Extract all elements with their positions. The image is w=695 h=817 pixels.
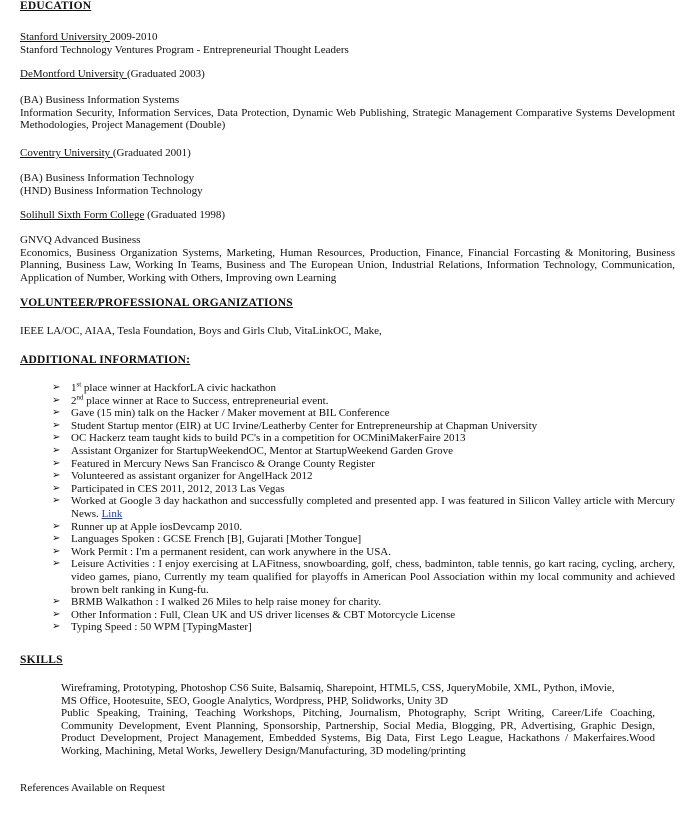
stanford-dates: 2009-2010 <box>109 31 158 43</box>
additional-item <box>52 546 675 559</box>
ordinal-number: 2 <box>71 394 77 407</box>
additional-item-text: Assistant Organizer for StartupWeekendOC, Mentor at StartupWeekend Garden Grove <box>71 444 453 457</box>
ordinal-suffix: st <box>76 380 82 389</box>
arrow-bullet-icon: ➢ <box>52 419 61 431</box>
additional-item-text: Gave (15 min) talk on the Hacker / Maker movement at BIL Conference <box>71 407 390 420</box>
arrow-bullet-icon: ➢ <box>52 470 61 482</box>
additional-heading: ADDITIONAL INFORMATION: <box>20 354 191 366</box>
additional-item-text: Other Information : Full, Clean UK and US driver licenses & CBT Motorcycle License <box>71 608 456 621</box>
arrow-bullet-icon: ➢ <box>52 495 61 507</box>
demontford-entry <box>20 68 675 81</box>
additional-item <box>52 407 675 420</box>
additional-item <box>52 420 675 433</box>
coventry-name: Coventry University <box>20 147 113 159</box>
additional-item-text: OC Hackerz team taught kids to build PC's in a competition for OCMiniMakerFaire 2013 <box>71 432 466 445</box>
arrow-bullet-icon: ➢ <box>52 382 61 393</box>
coventry-entry <box>20 147 675 160</box>
arrow-bullet-icon: ➢ <box>52 394 61 406</box>
additional-item-text: place winner at Race to Success, entrepreneurial event. <box>83 394 329 407</box>
additional-item <box>52 432 675 445</box>
solihull-name: Solihull Sixth Form College <box>20 209 145 221</box>
additional-item <box>52 609 675 622</box>
skills-heading: SKILLS <box>20 654 63 666</box>
demontford-degree: (BA) Business Information Systems <box>20 94 180 106</box>
references-note: References Available on Request <box>20 782 165 794</box>
additional-item <box>52 558 675 596</box>
coventry-degree-hnd: (HND) Business Information Technology <box>20 184 203 197</box>
volunteer-text: IEEE LA/OC, AIAA, Tesla Foundation, Boys and Girls Club, VitaLinkOC, Make, <box>20 325 382 337</box>
arrow-bullet-icon: ➢ <box>52 482 61 494</box>
additional-item-text: Languages Spoken : GCSE French [B], Gujarati [Mother Tongue] <box>71 533 362 546</box>
solihull-details <box>20 234 675 284</box>
additional-item-text: Work Permit : I'm a permanent resident, can work anywhere in the USA. <box>71 545 392 558</box>
arrow-bullet-icon: ➢ <box>52 444 61 456</box>
stanford-program: Stanford Technology Ventures Program - Entrepreneurial Thought Leaders <box>20 43 349 56</box>
additional-item-text: Leisure Activities : I enjoy exercising at LAFitness, snowboarding, golf, chess, badminton, table tennis, go kart racing, cycling, archery, video games, piano, Currently my team qualified for playoffs in American Pool Association within my local community and achieved brown belt ranking in Kung-fu. <box>71 558 675 596</box>
additional-item-text: place winner at HackforLA civic hackathon <box>81 382 277 394</box>
arrow-bullet-icon: ➢ <box>52 457 61 469</box>
solihull-subjects: Economics, Business Organization Systems, Marketing, Human Resources, Production, Finance, Financial Forcasting & Monitoring, Business Planning, Business Law, Working In Teams, Business and The European Union, Industrial Relations, Information Technology, Communication, Application of Number, Working with Others, Improving own Learning <box>20 246 675 284</box>
stanford-name: Stanford University <box>20 31 110 43</box>
skills-line-2: MS Office, Hootesuite, SEO, Google Analytics, Wordpress, PHP, Solidworks, Unity 3D <box>61 694 449 707</box>
coventry-degree-ba: (BA) Business Information Technology <box>20 172 195 184</box>
additional-item <box>52 483 675 496</box>
additional-item <box>52 458 675 471</box>
skills-block <box>61 682 655 758</box>
additional-list <box>52 382 675 634</box>
demontford-subjects: Information Security, Information Services, Data Protection, Dynamic Web Publishing, Strategic Management Comparative Systems Development Methodologies, Project Management (Double) <box>20 106 675 132</box>
article-link[interactable]: Link <box>101 507 123 520</box>
demontford-details <box>20 94 675 132</box>
additional-item <box>52 382 675 395</box>
arrow-bullet-icon: ➢ <box>52 533 61 545</box>
solihull-qualification: GNVQ Advanced Business <box>20 234 141 246</box>
ordinal-number: 1 <box>71 382 77 394</box>
arrow-bullet-icon: ➢ <box>52 621 61 633</box>
stanford-entry <box>20 31 675 56</box>
additional-item <box>52 533 675 546</box>
skills-line-1: Wireframing, Prototyping, Photoshop CS6 Suite, Balsamiq, Sharepoint, HTML5, CSS, JqueryMobile, XML, Python, iMovie, <box>61 682 615 694</box>
additional-item-text: BRMB Walkathon : I walked 26 Miles to help raise money for charity. <box>71 596 382 609</box>
additional-item <box>52 445 675 458</box>
skills-line-3: Public Speaking, Training, Teaching Workshops, Pitching, Journalism, Photography, Script Writing, Career/Life Coaching, Community Development, Event Planning, Sponsorship, Partnership, Social Media, Blogging, PR, Advertising, Graphic Design, Product Development, Project Management, Embedded Systems, Big Data, First Lego League, Hackathons / Makerfaires.Wood Working, Machining, Metal Works, Jewellery Design/Manufacturing, 3D modeling/printing <box>61 707 655 757</box>
arrow-bullet-icon: ➢ <box>52 432 61 444</box>
additional-item-text: Volunteered as assistant organizer for AngelHack 2012 <box>71 470 313 483</box>
coventry-details <box>20 172 675 197</box>
arrow-bullet-icon: ➢ <box>52 558 61 570</box>
additional-item-text: Student Startup mentor (EIR) at UC Irvine/Leatherby Center for Entrepreneurship at Chapman University <box>71 419 538 432</box>
additional-item-text: Typing Speed : 50 WPM [TypingMaster] <box>71 621 252 634</box>
additional-item <box>52 596 675 609</box>
additional-item <box>52 470 675 483</box>
volunteer-heading: VOLUNTEER/PROFESSIONAL ORGANIZATIONS <box>20 297 293 309</box>
additional-item-text: Worked at Google 3 day hackathon and successfully completed and presented app. I was featured in Silicon Valley article with Mercury News. <box>71 495 675 520</box>
solihull-grad: (Graduated 1998) <box>144 209 226 221</box>
additional-item-text: Featured in Mercury News San Francisco & Orange County Register <box>71 457 375 470</box>
arrow-bullet-icon: ➢ <box>52 520 61 532</box>
arrow-bullet-icon: ➢ <box>52 407 61 419</box>
demontford-grad: (Graduated 2003) <box>126 68 205 80</box>
demontford-name: DeMontford University <box>20 68 127 80</box>
additional-item <box>52 521 675 534</box>
ordinal-suffix: nd <box>76 392 84 401</box>
coventry-grad: (Graduated 2001) <box>112 147 191 159</box>
additional-item <box>52 392 675 408</box>
education-heading: EDUCATION <box>20 0 92 12</box>
additional-item <box>52 621 675 634</box>
arrow-bullet-icon: ➢ <box>52 608 61 620</box>
additional-item-text: Participated in CES 2011, 2012, 2013 Las Vegas <box>71 482 285 495</box>
additional-item-text: Runner up at Apple iosDevcamp 2010. <box>71 520 243 533</box>
arrow-bullet-icon: ➢ <box>52 596 61 608</box>
additional-item <box>52 495 675 520</box>
arrow-bullet-icon: ➢ <box>52 545 61 557</box>
solihull-entry <box>20 209 675 222</box>
